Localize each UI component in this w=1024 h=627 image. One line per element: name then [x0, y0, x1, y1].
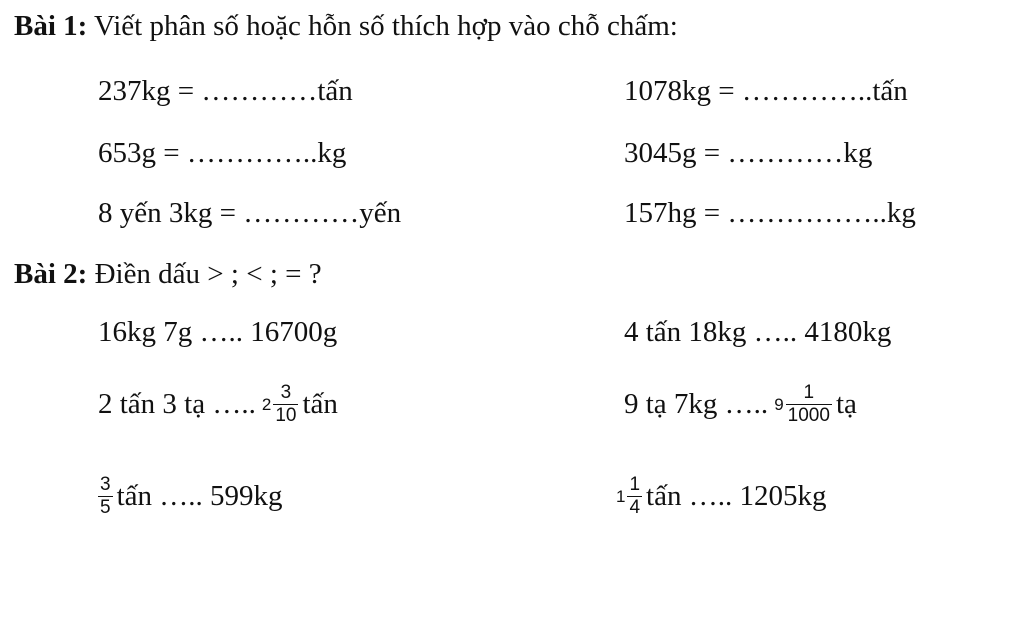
ex1-item-4: 3045g = …………kg: [624, 137, 873, 169]
ex2-item-6-right: tấn ….. 1205kg: [646, 479, 827, 512]
ex2-item-3-left: 2 tấn 3 tạ …..: [98, 387, 256, 420]
mixed-number-whole: 1: [616, 486, 626, 506]
fraction-numerator: 1: [629, 474, 641, 495]
fraction: [273, 382, 298, 427]
fraction-numerator: 3: [280, 382, 292, 403]
exercise-2-instruction: Điền dấu > ; < ; = ?: [87, 258, 322, 290]
fraction-numerator: 3: [100, 474, 111, 495]
fraction-denominator: 1000: [787, 404, 830, 426]
ex2-item-2: 4 tấn 18kg ….. 4180kg: [624, 316, 892, 348]
exercise-2-heading: [14, 260, 322, 289]
ex1-item-1: 237kg = …………tấn: [98, 75, 353, 107]
fraction-denominator: 4: [629, 496, 641, 518]
ex2-item-5: [98, 474, 283, 519]
exercise-1-instruction: Viết phân số hoặc hỗn số thích hợp vào chỗ chấm:: [87, 10, 678, 42]
ex2-item-3: [98, 382, 338, 427]
ex1-item-6: 157hg = ……………..kg: [624, 197, 916, 229]
ex2-item-6: [616, 474, 826, 519]
fraction: [627, 474, 642, 519]
exercise-2-label: Bài 2:: [14, 258, 88, 290]
exercise-1-heading: [14, 12, 678, 41]
exercise-1-label: Bài 1:: [14, 10, 88, 42]
ex2-item-3-unit: tấn: [302, 387, 338, 420]
ex2-item-5-right: tấn ….. 599kg: [116, 479, 283, 512]
ex2-item-4-left: 9 tạ 7kg …..: [624, 387, 769, 420]
fraction-denominator: 5: [100, 496, 111, 518]
ex2-item-4: [624, 382, 857, 427]
fraction: [98, 474, 113, 519]
fraction: [786, 382, 832, 427]
ex2-item-4-unit: tạ: [835, 387, 857, 420]
ex1-item-2: 1078kg = …………..tấn: [624, 75, 908, 107]
ex1-item-5: 8 yến 3kg = …………yến: [98, 197, 402, 229]
fraction-numerator: 1: [803, 382, 815, 403]
ex1-item-3: 653g = …………..kg: [98, 137, 347, 169]
fraction-denominator: 10: [275, 404, 297, 426]
mixed-number-whole: 9: [774, 394, 784, 414]
mixed-number-whole: 2: [261, 394, 272, 414]
ex2-item-1: 16kg 7g ….. 16700g: [98, 316, 338, 348]
